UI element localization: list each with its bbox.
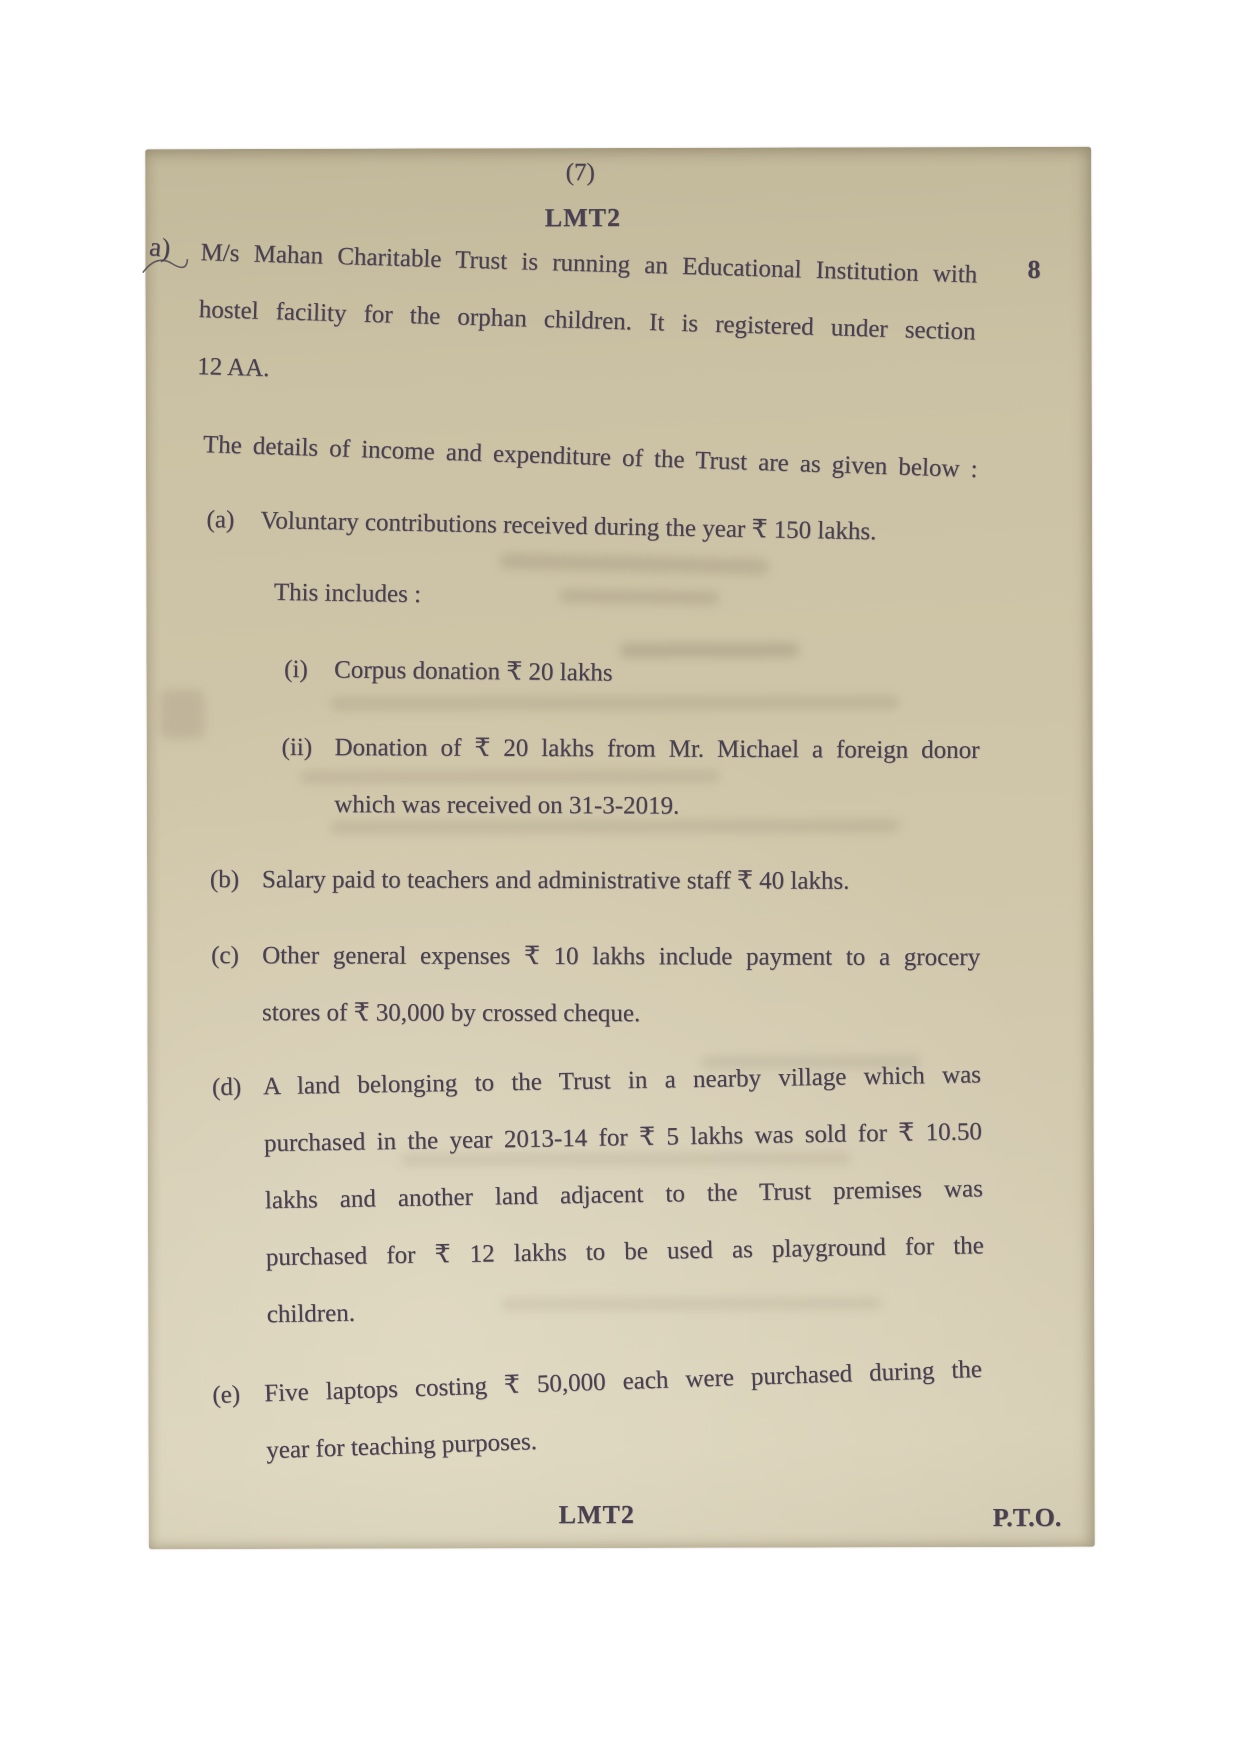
item-d-line: lakhs and another land adjacent to the Trust premises was bbox=[264, 1175, 984, 1215]
item-e bbox=[211, 1341, 986, 1481]
item-d-line: purchased in the year 2013-14 for ₹ 5 lakhs was sold for ₹ 10.50 bbox=[263, 1118, 983, 1158]
sub-item-i-text: Corpus donation ₹ 20 lakhs bbox=[333, 656, 613, 687]
sub-item-i bbox=[284, 641, 985, 706]
item-d-line: purchased for ₹ 12 lakhs to be used as playground for the bbox=[265, 1232, 984, 1272]
footer-pto: P.T.O. bbox=[992, 1502, 1062, 1533]
question-label: a) bbox=[148, 231, 172, 264]
header-code: LMT2 bbox=[544, 202, 621, 233]
sub-item-ii-line: Donation of ₹ 20 lakhs from Mr. Michael a foreign donor bbox=[334, 734, 980, 764]
page-number: (7) bbox=[565, 159, 595, 187]
item-e-line: year for teaching purposes. bbox=[265, 1428, 538, 1465]
details-statement bbox=[202, 416, 978, 498]
item-b bbox=[210, 851, 985, 910]
item-c-label: (c) bbox=[211, 942, 239, 970]
item-b-text: Salary paid to teachers and administrative staff ₹ 40 lakhs. bbox=[261, 866, 850, 895]
sub-item-ii bbox=[281, 719, 981, 836]
item-a bbox=[206, 491, 982, 562]
item-b-label: (b) bbox=[209, 866, 240, 894]
intro-line: M/s Mahan Charitable Trust is running an Educational Institution with bbox=[200, 239, 978, 289]
item-d bbox=[212, 1046, 989, 1344]
bleed-through-smudge bbox=[559, 589, 719, 605]
item-c bbox=[211, 927, 983, 1043]
document-page bbox=[145, 147, 1095, 1549]
includes-statement bbox=[273, 564, 421, 623]
question-intro-paragraph bbox=[196, 224, 978, 417]
item-a-text: Voluntary contributions received during the year ₹ 150 lakhs. bbox=[260, 507, 877, 546]
sub-item-ii-label: (ii) bbox=[281, 733, 313, 762]
bleed-through-smudge bbox=[160, 689, 205, 739]
item-e-label: (e) bbox=[211, 1381, 241, 1410]
marks-badge: 8 bbox=[1027, 254, 1041, 284]
footer-code: LMT2 bbox=[558, 1499, 635, 1530]
item-d-label: (d) bbox=[211, 1073, 242, 1102]
intro-line: hostel facility for the orphan children. It is registered under section bbox=[198, 296, 976, 346]
sub-item-i-label: (i) bbox=[283, 655, 308, 684]
item-d-line: A land belonging to the Trust in a nearby village which was bbox=[262, 1061, 982, 1101]
includes-line: This includes : bbox=[273, 578, 422, 609]
tick-flourish-icon bbox=[140, 250, 188, 281]
item-d-line: children. bbox=[266, 1299, 356, 1329]
intro-line: 12 AA. bbox=[196, 353, 270, 383]
item-c-line: Other general expenses ₹ 10 lakhs include payment to a grocery bbox=[262, 942, 981, 972]
item-e-line: Five laptops costing ₹ 50,000 each were purchased during the bbox=[263, 1355, 983, 1408]
sub-item-ii-line: which was received on 31-3-2019. bbox=[334, 791, 680, 820]
item-a-label: (a) bbox=[206, 506, 235, 534]
item-c-line: stores of ₹ 30,000 by crossed cheque. bbox=[261, 999, 641, 1028]
details-line: The details of income and expenditure of the Trust are as given below : bbox=[202, 431, 978, 484]
